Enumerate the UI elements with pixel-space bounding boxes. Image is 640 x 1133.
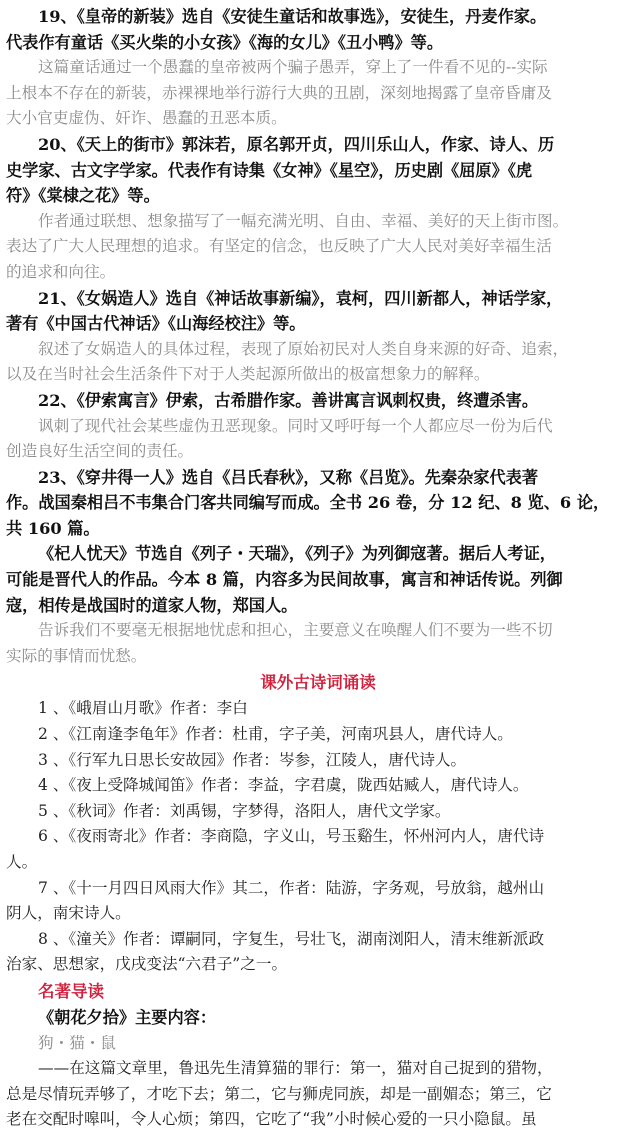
text-line: 3 、《行军九日思长安故园》作者：岑参，江陵人，唐代诗人。 (38, 750, 467, 769)
text-line: 人。 (6, 853, 38, 871)
text-line: 《杞人忧天》节选自《列子・天瑞》，《列子》为列御寇著。据后人考证， (38, 544, 556, 564)
text-line: 4 、《夜上受降城闻笛》作者：李益，字君虞，陇西姑臧人，唐代诗人。 (38, 776, 529, 795)
text-line: 讽刺了现代社会某些虚伪丑恶现象。同时又呼吁每一个人都应尽一份为后代 (38, 416, 553, 435)
text-line: 作。战国秦相吕不韦集合门客共同编写而成。全书 26 卷，分 12 纪、8 览、6 论， (6, 493, 610, 513)
text-line: 符》《棠棣之花》等。 (6, 186, 160, 206)
text-line: 以及在当时社会生活条件下对于人类起源所做出的极富想象力的解释。 (6, 365, 490, 384)
text-line: 史学家、古文字学家。代表作有诗集《女神》《星空》，历史剧《屈原》《虎 (6, 160, 533, 180)
text-line: 可能是晋代人的作品。今本 8 篇，内容多为民间故事，寓言和神话传说。列御 (6, 570, 563, 590)
text-line: 告诉我们不要毫无根据地忧虑和担心，主要意义在唤醒人们不要为一些不切 (38, 621, 553, 640)
text-line: 20、《天上的街市》郭沫若，原名郭开贞，四川乐山人，作家、诗人、历 (38, 134, 555, 154)
text-line: 5 、《秋词》作者：刘禹锡，字梦得，洛阳人，唐代文学家。 (38, 801, 451, 820)
text-line: ——在这篇文章里，鲁迅先生清算猫的罪行：第一，猫对自己捉到的猎物， (38, 1059, 553, 1078)
text-line: 8 、《潼关》作者：谭嗣同，字复生，号壮飞，湖南浏阳人，清末维新派政 (38, 929, 545, 948)
text-line: 著有《中国古代神话》《山海经校注》等。 (6, 314, 306, 334)
text-line: 22、《伊索寓言》伊索，古希腊作家。善讲寓言讽刺权贵，终遭杀害。 (38, 390, 539, 410)
text-line: 的追求和向往。 (6, 262, 116, 281)
text-line: 作者通过联想、想象描写了一幅充满光明、自由、幸福、美好的天上街市图。 (38, 211, 569, 230)
text-line: 7 、《十一月四日风雨大作》其二，作者：陆游，字务观，号放翁，越州山 (38, 878, 545, 897)
text-line: 19、《皇帝的新装》选自《安徒生童话和故事选》，安徒生，丹麦作家。 (38, 7, 547, 26)
text-line: 6 、《夜雨寄北》作者：李商隐，字义山，号玉谿生，怀州河内人，唐代诗 (38, 827, 545, 846)
text-line: 代表作有童话《买火柴的小女孩》《海的女儿》《丑小鸭》等。 (6, 32, 444, 52)
text-line: 治家、思想家，戊戌变法“六君子”之一。 (6, 955, 288, 974)
text-line: 这篇童话通过一个愚蠢的皇帝被两个骗子愚弄，穿上了一件看不见的--实际 (38, 58, 548, 77)
text-line: 表达了广大人民理想的追求。有坚定的信念，也反映了广大人民对美好幸福生活 (6, 237, 552, 256)
text-line: 阴人，南宋诗人。 (6, 904, 131, 923)
text-line: 大小官吏虚伪、奸诈、愚蠢的丑恶本质。 (6, 109, 287, 128)
text-line: 上根本不存在的新装，赤裸裸地举行游行大典的丑剧，深刻地揭露了皇帝昏庸及 (6, 83, 552, 102)
text-line: 叙述了女娲造人的具体过程，表现了原始初民对人类自身来源的好奇、追索， (38, 339, 569, 358)
text-line: 23、《穿井得一人》选自《吕氏春秋》，又称《吕览》。先秦杂家代表著 (38, 467, 539, 487)
text-line: 寇，相传是战国时的道家人物，郑国人。 (6, 595, 298, 615)
text-line: 狗・猫・鼠 (38, 1033, 116, 1052)
text-line: 《朝花夕拾》主要内容： (38, 1007, 217, 1027)
text-line: 实际的事情而忧愁。 (6, 646, 147, 665)
section-heading: 名著导读 (38, 981, 104, 1001)
text-line: 1 、《峨眉山月歌》作者：李白 (38, 699, 248, 718)
text-line: 老在交配时嗥叫，令人心烦；第四，它吃了“我”小时候心爱的一只小隐鼠。虽 (6, 1110, 537, 1129)
text-line: 21、《女娲造人》选自《神话故事新编》，袁柯，四川新都人，神话学家， (38, 288, 563, 308)
text-line: 总是尽情玩弄够了，才吃下去；第二，它与狮虎同族，却是一副媚态；第三，它 (6, 1084, 552, 1103)
text-line: 2 、《江南逢李龟年》作者：杜甫，字子美，河南巩县人，唐代诗人。 (38, 725, 513, 744)
text-line: 创造良好生活空间的责任。 (6, 442, 194, 461)
text-line: 共 160 篇。 (6, 518, 100, 538)
section-heading: 课外古诗词诵读 (260, 673, 376, 693)
